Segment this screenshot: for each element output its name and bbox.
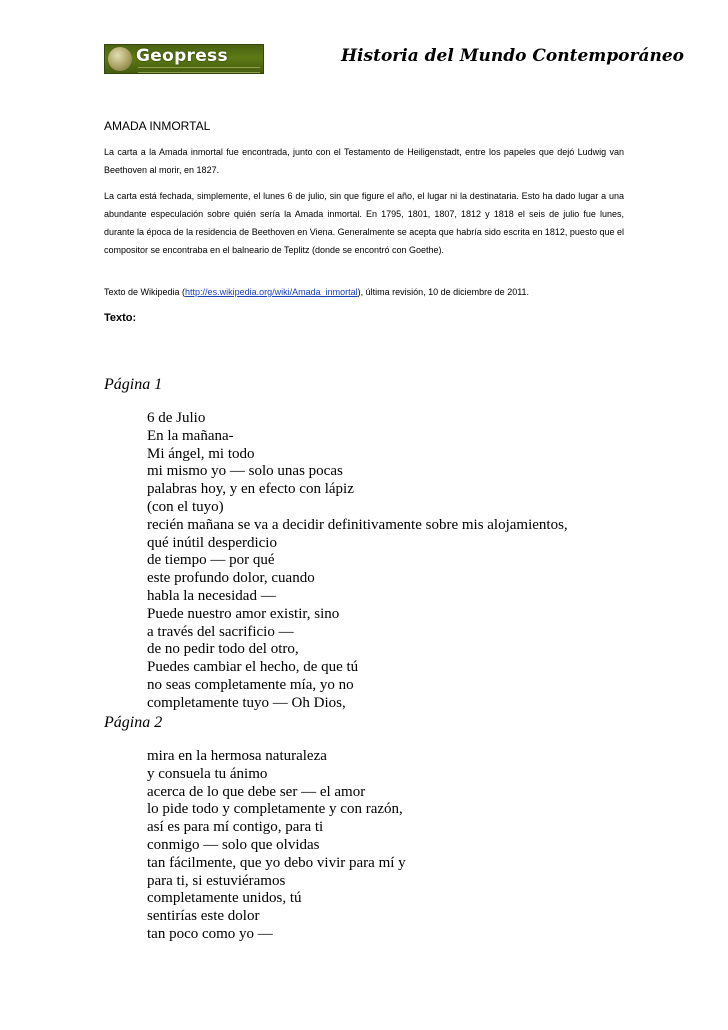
header-title: Historia del Mundo Contemporáneo bbox=[341, 46, 684, 66]
letter-line: recién mañana se va a decidir definitivamente sobre mis alojamientos, bbox=[147, 516, 568, 533]
logo-brand-text: Geopress bbox=[136, 46, 228, 66]
letter-line: Puedes cambiar el hecho, de que tú bbox=[147, 659, 359, 676]
letter-line: mi mismo yo — solo unas pocas bbox=[147, 463, 343, 480]
document-title: AMADA INMORTAL bbox=[104, 119, 211, 133]
source-paragraph bbox=[104, 283, 624, 301]
letter-line: de tiempo — por qué bbox=[147, 552, 275, 569]
letter-line: mira en la hermosa naturaleza bbox=[147, 748, 327, 764]
letter-line: sentirías este dolor bbox=[147, 908, 260, 925]
letter-line: tan fácilmente, que yo debo vivir para mí y bbox=[147, 854, 406, 871]
letter-line: palabras hoy, y en efecto con lápiz bbox=[147, 481, 354, 498]
letter-line: para ti, si estuviéramos bbox=[147, 872, 286, 889]
letter-line: completamente unidos, tú bbox=[147, 890, 302, 907]
letter-line: tan poco como yo — bbox=[147, 925, 273, 942]
text-section-label: Texto: bbox=[104, 312, 137, 324]
source-prefix: Texto de Wikipedia ( bbox=[104, 287, 186, 297]
letter-line: Puede nuestro amor existir, sino bbox=[147, 605, 340, 622]
source-suffix: ), última revisión, 10 de diciembre de 2011. bbox=[357, 287, 530, 297]
logo-tagline-decoration bbox=[138, 67, 260, 73]
context-paragraph: La carta está fechada, simplemente, el lunes 6 de julio, sin que figure el año, el lugar ni la destinataria. Esto ha dado lugar a una abundante especulación sobre quién sería la Amada inmortal. En 1795, 1801, 1807, 1812 y 1818 el seis de julio fue lunes, durante la época de la residencia de Beethoven en Viena. Generalmente se acepta que habría sido escrita en 1812, puesto que el compositor se encontraba en el balneario de Teplitz (donde se encontró con Goethe). bbox=[104, 191, 624, 255]
letter-line: conmigo — solo que olvidas bbox=[147, 836, 320, 853]
letter-line: a través del sacrificio — bbox=[147, 623, 294, 640]
letter-line: Mi ángel, mi todo bbox=[147, 445, 255, 462]
page-2-letter-text bbox=[147, 748, 406, 944]
page-1-letter-text bbox=[147, 410, 568, 713]
letter-line: qué inútil desperdicio bbox=[147, 534, 277, 551]
globe-icon bbox=[108, 47, 132, 71]
letter-line: este profundo dolor, cuando bbox=[147, 570, 315, 587]
wikipedia-link[interactable]: http://es.wikipedia.org/wiki/Amada_inmortal bbox=[185, 287, 358, 297]
letter-line: de no pedir todo del otro, bbox=[147, 641, 299, 658]
letter-line: completamente tuyo — Oh Dios, bbox=[147, 694, 346, 711]
letter-line: 6 de Julio bbox=[147, 410, 206, 426]
letter-line: lo pide todo y completamente y con razón, bbox=[147, 801, 403, 818]
letter-line: no seas completamente mía, yo no bbox=[147, 676, 354, 693]
page-2-label: Página 2 bbox=[104, 714, 163, 731]
letter-line: (con el tuyo) bbox=[147, 498, 224, 515]
letter-line: y consuela tu ánimo bbox=[147, 765, 268, 782]
intro-paragraph: La carta a la Amada inmortal fue encontrada, junto con el Testamento de Heiligenstadt, entre los papeles que dejó Ludwig van Beethoven al morir, en 1827. bbox=[104, 147, 624, 175]
letter-line: acerca de lo que debe ser — el amor bbox=[147, 783, 366, 800]
letter-line: así es para mí contigo, para ti bbox=[147, 819, 324, 836]
geopress-logo bbox=[104, 44, 264, 74]
letter-line: habla la necesidad — bbox=[147, 587, 276, 604]
page-1-label: Página 1 bbox=[104, 376, 163, 393]
letter-line: En la mañana- bbox=[147, 427, 234, 444]
